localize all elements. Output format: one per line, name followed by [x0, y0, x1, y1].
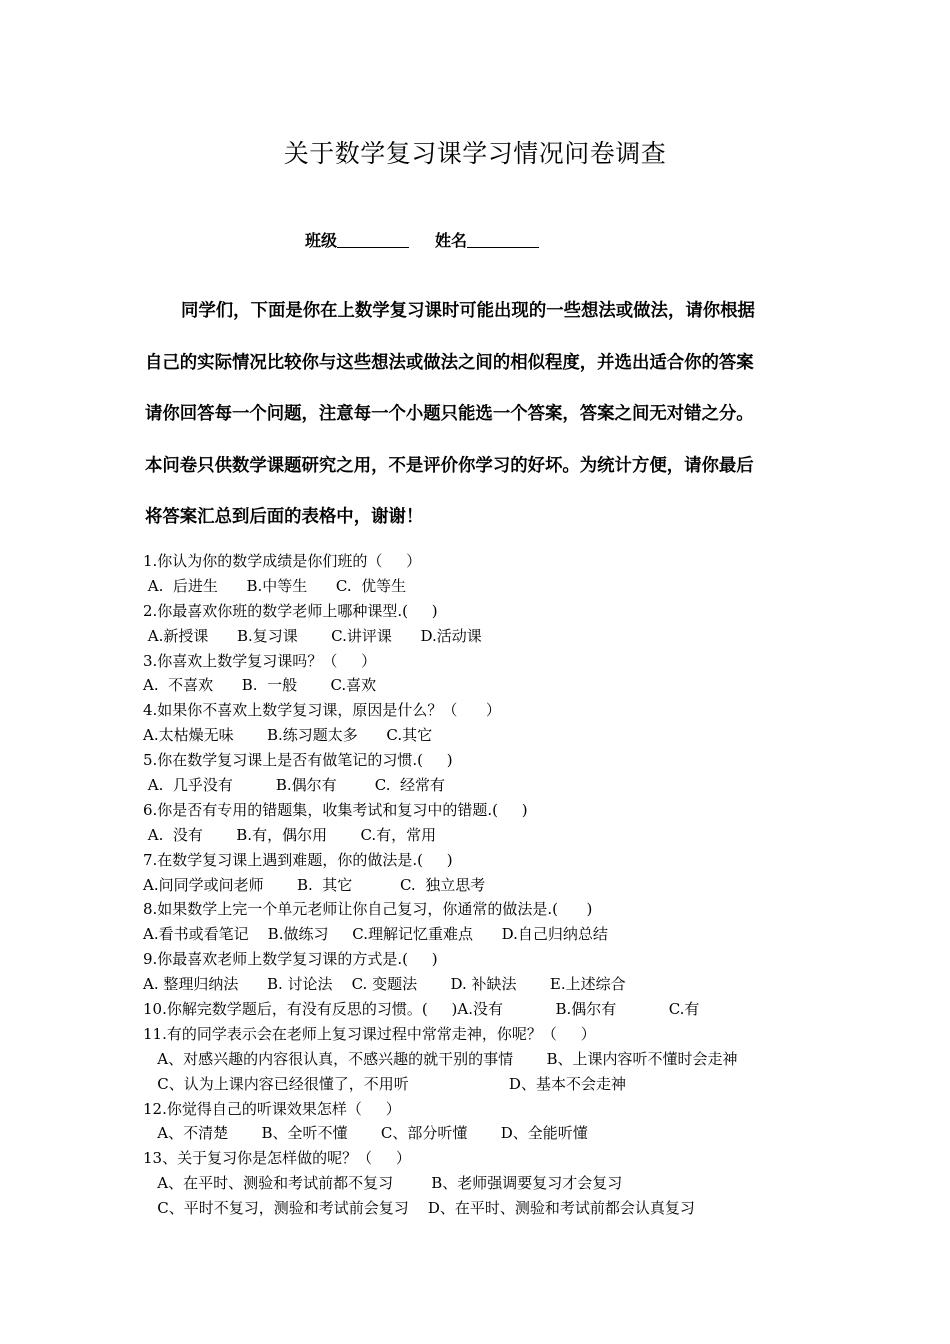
- options-line: C、认为上课内容已经很懂了，不用听 D、基本不会走神: [143, 1074, 626, 1093]
- intro-line: 同学们，下面是你在上数学复习课时可能出现的一些想法或做法，请你根据: [181, 301, 755, 321]
- question-line: 7.在数学复习课上遇到难题，你的做法是.( ): [143, 850, 453, 869]
- page-title: 关于数学复习课学习情况问卷调查: [283, 139, 667, 168]
- question-line: 10.你解完数学题后，有没有反思的习惯。( )A.没有 B.偶尔有 C.有: [143, 1000, 700, 1019]
- options-line: A. 后进生 B.中等生 C. 优等生: [143, 576, 407, 595]
- student-info-line: [305, 228, 539, 251]
- options-line: A、对感兴趣的内容很认真，不感兴趣的就干别的事情 B、上课内容听不懂时会走神: [143, 1049, 738, 1068]
- class-label: 班级: [305, 231, 338, 250]
- question-line: 9.你最喜欢老师上数学复习课的方式是.( ): [143, 950, 438, 969]
- options-line: C、平时不复习，测验和考试前会复习 D、在平时、测验和考试前都会认真复习: [143, 1199, 695, 1218]
- options-line: A.问同学或问老师 B. 其它 C. 独立思考: [143, 875, 486, 894]
- options-line: A. 没有 B.有，偶尔用 C.有，常用: [143, 825, 437, 844]
- options-line: A. 不喜欢 B. 一般 C.喜欢: [143, 676, 377, 695]
- options-line: A、不清楚 B、全听不懂 C、部分听懂 D、全能听懂: [143, 1124, 588, 1143]
- question-line: 3.你喜欢上数学复习课吗？（ ）: [143, 651, 377, 670]
- question-list: [143, 549, 823, 1221]
- options-line: A.看书或看笔记 B.做练习 C.理解记忆重难点 D.自己归纳总结: [143, 925, 608, 944]
- intro-paragraph: [145, 286, 810, 544]
- question-line: 11.有的同学表示会在老师上复习课过程中常常走神，你呢？（ ）: [143, 1024, 596, 1043]
- question-line: 8.如果数学上完一个单元老师让你自己复习，你通常的做法是.( ): [143, 900, 593, 919]
- question-line: 5.你在数学复习课上是否有做笔记的习惯.( ): [143, 751, 453, 770]
- question-line: 4.如果你不喜欢上数学复习课，原因是什么？（ ）: [143, 701, 501, 720]
- intro-line: 本问卷只供数学课题研究之用，不是评价你学习的好坏。为统计方便，请你最后: [145, 455, 754, 476]
- intro-line: 自己的实际情况比较你与这些想法或做法之间的相似程度，并选出适合你的答案: [145, 352, 754, 373]
- question-line: 2.你最喜欢你班的数学老师上哪种课型.( ): [143, 601, 438, 620]
- question-line: 1.你认为你的数学成绩是你们班的（ ）: [143, 552, 422, 570]
- question-line: 6.你是否有专用的错题集，收集考试和复习中的错题.( ): [143, 800, 528, 819]
- question-line: 12.你觉得自己的听课效果怎样（ ）: [143, 1099, 401, 1118]
- options-line: A.新授课 B.复习课 C.讲评课 D.活动课: [143, 626, 482, 645]
- options-line: A. 整理归纳法 B. 讨论法 C. 变题法 D. 补缺法 E.上述综合: [143, 975, 626, 994]
- class-blank: [337, 247, 409, 248]
- question-line: 13、关于复习你是怎样做的呢？（ ）: [143, 1149, 411, 1168]
- options-line: A、在平时、测验和考试前都不复习 B、老师强调要复习才会复习: [143, 1174, 623, 1193]
- intro-line: 请你回答每一个问题，注意每一个小题只能选一个答案，答案之间无对错之分。: [145, 404, 754, 424]
- options-line: A. 几乎没有 B.偶尔有 C. 经常有: [143, 776, 446, 795]
- intro-line: 将答案汇总到后面的表格中，谢谢！: [145, 507, 424, 527]
- name-blank: [467, 247, 539, 248]
- options-line: A.太枯燥无味 B.练习题太多 C.其它: [143, 726, 433, 745]
- name-label: 姓名: [435, 231, 468, 250]
